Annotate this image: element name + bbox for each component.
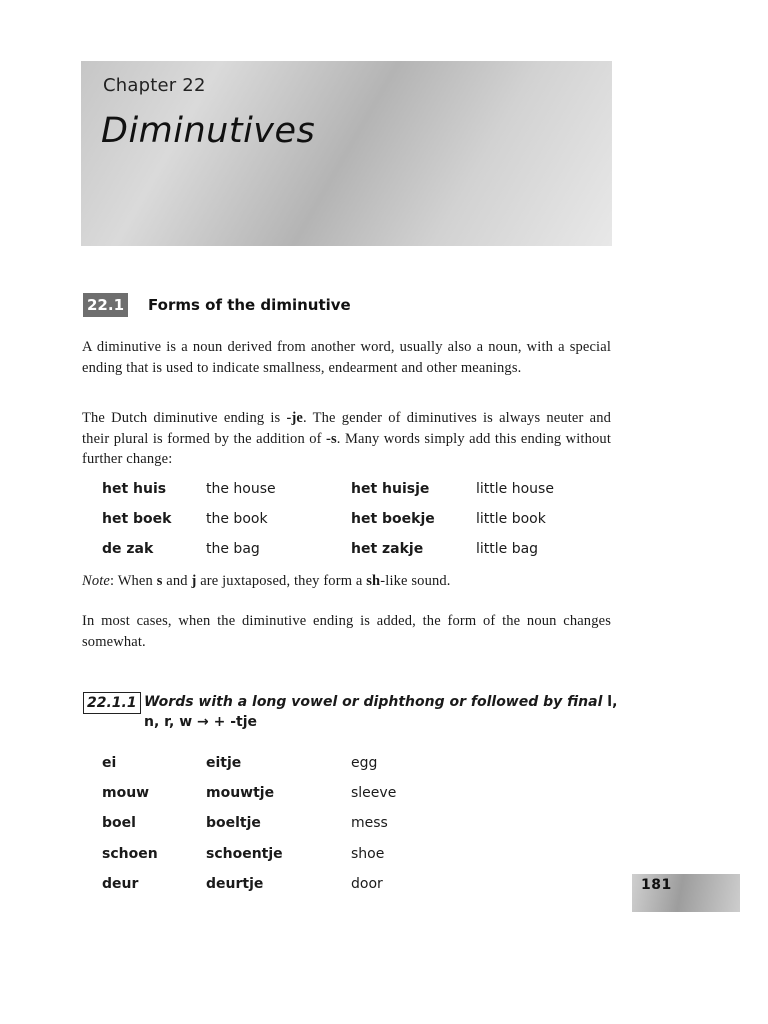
word: mouw — [102, 785, 150, 801]
note-label: Note — [82, 573, 110, 589]
table-row — [0, 846, 768, 866]
paragraph-ending — [82, 408, 611, 470]
note-letters-sh: sh — [366, 573, 381, 589]
diminutive: boeltje — [206, 815, 261, 831]
table-row — [0, 815, 768, 835]
word: deur — [102, 876, 139, 892]
meaning: egg — [351, 755, 378, 771]
ending-je: -je — [286, 410, 304, 426]
note-text-a: : When — [110, 573, 157, 589]
page-number-tab — [632, 874, 740, 912]
paragraph-ending-text-c: . Many words simply add this ending without further change: — [82, 430, 611, 467]
word: ei — [102, 755, 117, 771]
note-paragraph — [82, 571, 611, 592]
table-row — [0, 541, 768, 561]
paragraph-ending-text-b: . The gender of diminutives is always neuter and their plural is formed by the addition of — [82, 410, 612, 447]
note-letter-s: s — [156, 573, 163, 589]
diminutive: mouwtje — [206, 785, 275, 801]
meaning: sleeve — [351, 785, 397, 801]
noun: het huis — [102, 481, 167, 497]
diminutive-meaning: little book — [476, 511, 546, 527]
noun: het boek — [102, 511, 172, 527]
chapter-label: Chapter 22 — [103, 75, 206, 96]
subsection-title-l: l, — [607, 694, 618, 710]
page-number: 181 — [641, 877, 672, 893]
table-row — [0, 755, 768, 775]
subsection-title-text: Words with a long vowel or diphthong or followed by final — [144, 694, 608, 710]
diminutive: eitje — [206, 755, 242, 771]
section-number: 22.1 — [83, 293, 128, 317]
chapter-banner — [81, 61, 612, 246]
paragraph-changes: In most cases, when the diminutive ending is added, the form of the noun changes somewhat. — [82, 613, 611, 650]
noun-meaning: the house — [206, 481, 276, 497]
diminutive: het huisje — [351, 481, 430, 497]
word: boel — [102, 815, 136, 831]
note-letter-j: j — [191, 573, 197, 589]
table-row — [0, 511, 768, 531]
subsection-title-line2: n, r, w → + -tje — [144, 714, 258, 730]
noun-meaning: the book — [206, 511, 268, 527]
noun: de zak — [102, 541, 154, 557]
chapter-title: Diminutives — [101, 111, 316, 151]
table-row — [0, 481, 768, 501]
diminutive: deurtje — [206, 876, 264, 892]
diminutive-meaning: little house — [476, 481, 554, 497]
ending-s: -s — [326, 430, 337, 447]
table-row — [0, 785, 768, 805]
subsection-title — [144, 694, 617, 710]
paragraph-ending-text-a: The Dutch diminutive ending is — [82, 410, 287, 426]
meaning: mess — [351, 815, 388, 831]
note-text-b: and — [162, 573, 192, 589]
section-title: Forms of the diminutive — [148, 296, 351, 314]
noun-meaning: the bag — [206, 541, 260, 557]
diminutive-meaning: little bag — [476, 541, 539, 557]
section-heading — [83, 292, 351, 318]
diminutive: het zakje — [351, 541, 424, 557]
diminutive: schoentje — [206, 846, 283, 862]
meaning: door — [351, 876, 383, 892]
meaning: shoe — [351, 846, 385, 862]
word: schoen — [102, 846, 158, 862]
note-text-c: are juxtaposed, they form a — [196, 573, 367, 589]
note-text-d: -like sound. — [380, 573, 451, 589]
paragraph-definition: A diminutive is a noun derived from another word, usually also a noun, with a special ending that is used to indicate smallness, endearment and other meanings. — [82, 339, 611, 376]
diminutive: het boekje — [351, 511, 435, 527]
subsection-number: 22.1.1 — [83, 692, 141, 714]
